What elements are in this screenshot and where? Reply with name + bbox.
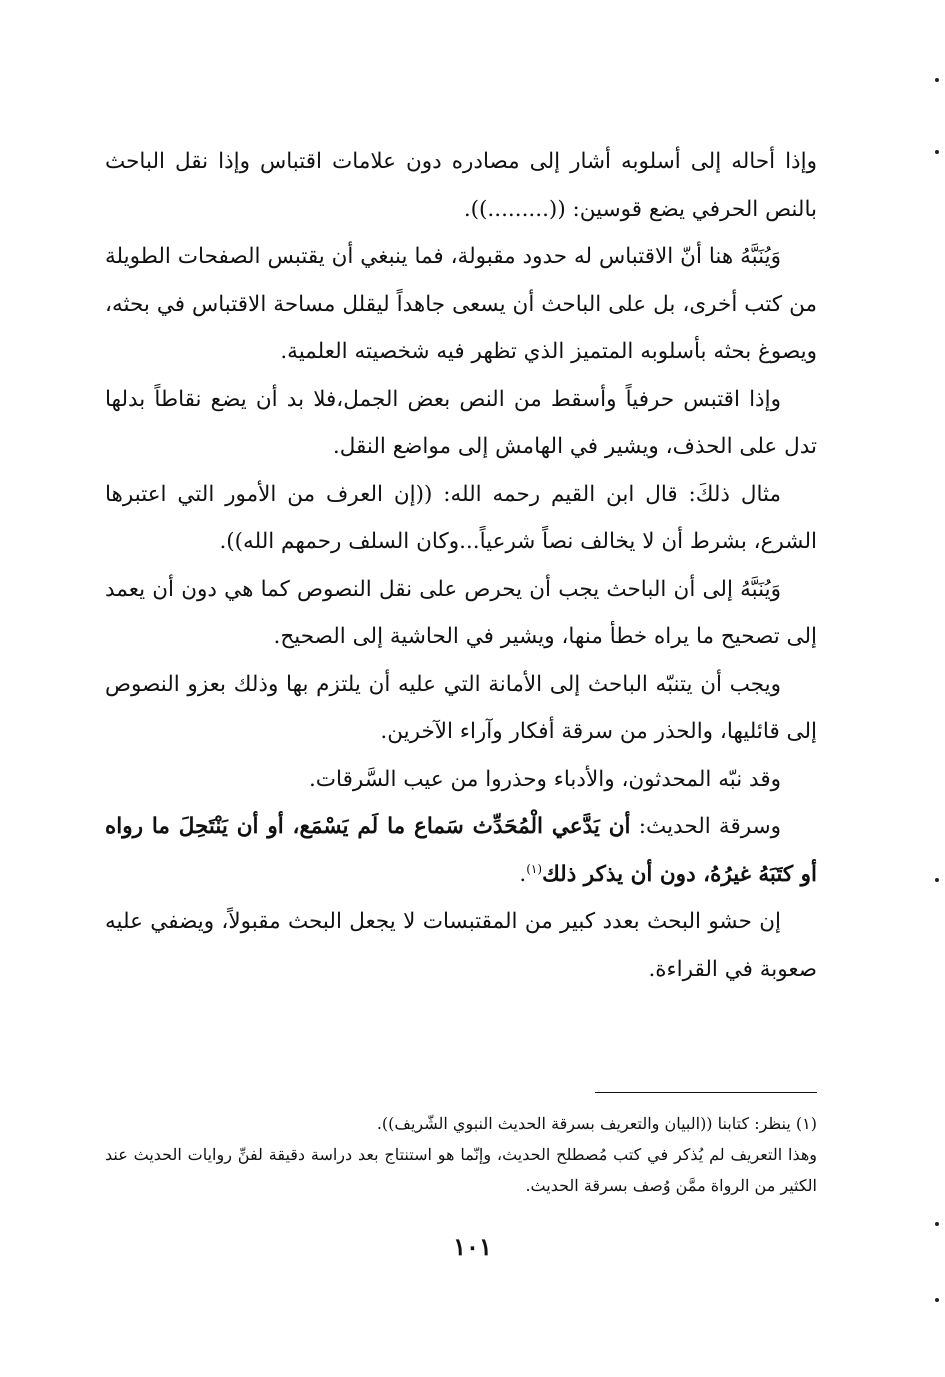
scan-mark (935, 878, 939, 882)
footnote-2: وهذا التعريف لم يُذكر في كتب مُصطلح الحديث، وإنّما هو استنتاج بعد دراسة دقيقة لفنِّ روايات الحديث عند الكثير من الرواة ممَّن وُصف بسرقة الحديث. (105, 1145, 817, 1195)
scan-mark (935, 1222, 939, 1226)
body-text (105, 138, 817, 993)
footnotes (105, 1108, 817, 1201)
footnote-reference[interactable]: (١) (526, 861, 543, 876)
scan-mark (935, 1298, 939, 1302)
closing-paragraph: إن حشو البحث بعدد كبير من المقتبسات لا يجعل البحث مقبولاً، ويضفي عليه صعوبة في القراءة. (105, 909, 817, 982)
footnote-separator (595, 1092, 817, 1093)
paragraph-5: وَيُنَبَّهُ إلى أن الباحث يجب أن يحرص على نقل النصوص كما هي دون أن يعمد إلى تصحيح ما يراه خطأ منها، ويشير في الحاشية إلى الصحيح. (105, 576, 817, 649)
scan-mark (935, 78, 939, 82)
paragraph-6: ويجب أن يتنبّه الباحث إلى الأمانة التي عليه أن يلتزم بها وذلك بعزو النصوص إلى قائليها، والحذر من سرقة أفكار وآراء الآخرين. (105, 671, 817, 744)
paragraph-7: وقد نبّه المحدثون، والأدباء وحذروا من عيب السَّرقات. (308, 766, 781, 792)
scan-mark (935, 150, 939, 154)
definition-bold-text: أن يَدَّعي الْمُحَدِّث سَماع ما لَم يَسْمَع، أو أن يَنْتَحِلَ ما رواه أو كتَبَهُ غيرُهُ، دون أن يذكر ذلك (105, 814, 817, 887)
definition-tail: . (519, 861, 527, 887)
footnote-1: (١) ينظر: كتابنا ((البيان والتعريف بسرقة الحديث النبوي الشّريف)). (376, 1114, 817, 1133)
definition-paragraph (105, 803, 817, 898)
page-number: ١٠١ (453, 1232, 492, 1261)
paragraph-2: وَيُنَبَّهُ هنا أنّ الاقتباس له حدود مقبولة، فما ينبغي أن يقتبس الصفحات الطويلة من كتب أخرى، بل على الباحث أن يسعى جاهداً ليقلل مساحة الاقتباس في بحثه، ويصوغ بحثه بأسلوبه المتميز الذي تظهر فيه شخصيته العلمية. (105, 244, 817, 364)
definition-lead: وسرقة الحديث: (630, 814, 782, 839)
paragraph-1: وإذا أحاله إلى أسلوبه أشار إلى مصادره دون علامات اقتباس وإذا نقل الباحث بالنص الحرفي يضع قوسين: ((.........)). (105, 149, 817, 222)
paragraph-4: مثال ذلكَ: قال ابن القيم رحمه الله: ((إن العرف من الأمور التي اعتبرها الشرع، بشرط أن لا يخالف نصاً شرعياً...وكان السلف رحمهم الله)). (105, 481, 817, 554)
paragraph-3: وإذا اقتبس حرفياً وأسقط من النص بعض الجمل،فلا بد أن يضع نقاطاً بدلها تدل على الحذف، ويشير في الهامش إلى مواضع النقل. (105, 386, 817, 459)
